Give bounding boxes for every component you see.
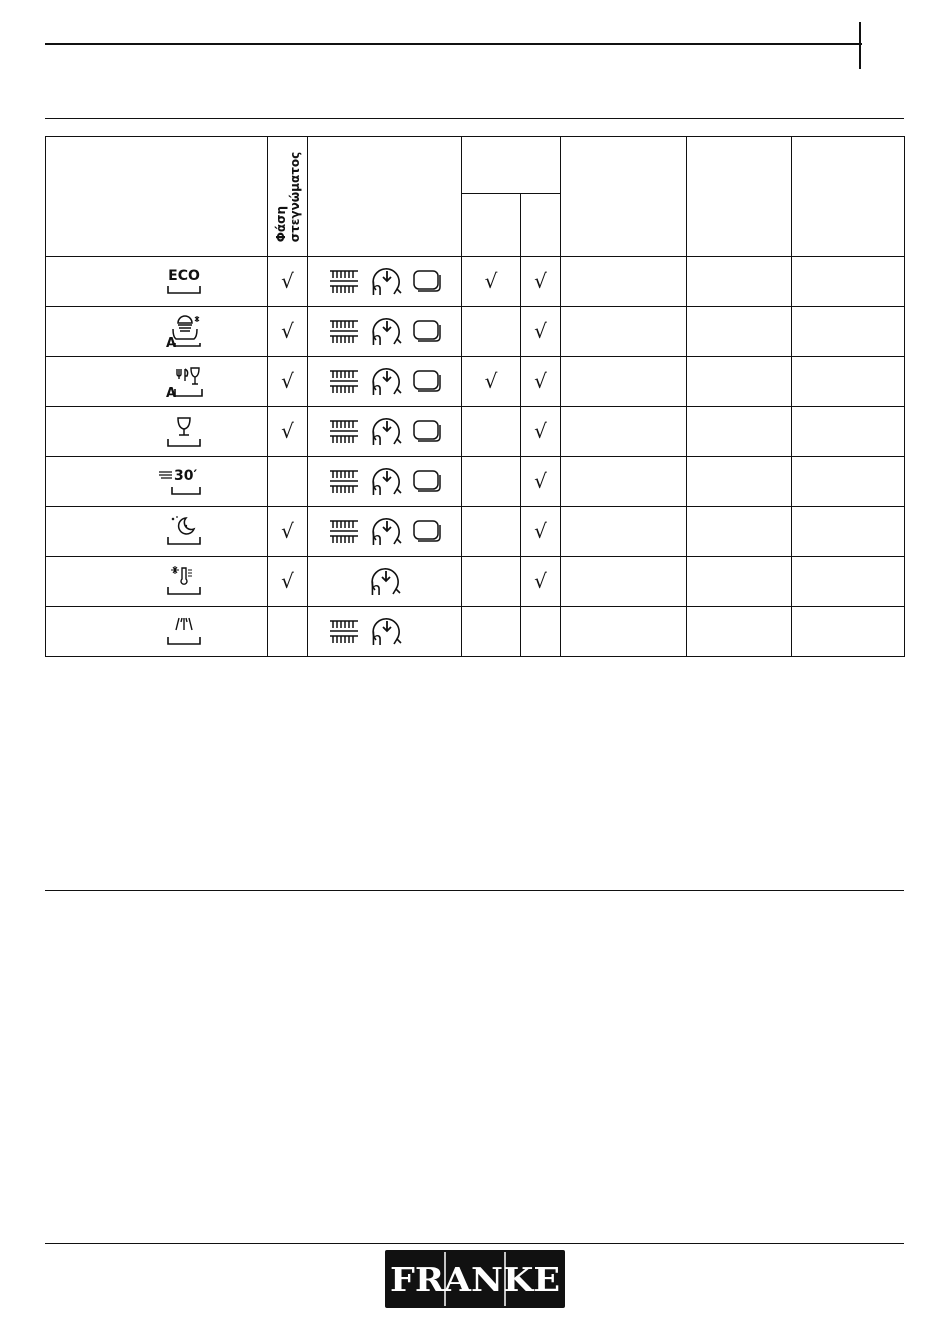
program-cell: [46, 407, 268, 457]
svg-text:h: h: [370, 428, 382, 450]
col-a-cell: [462, 307, 521, 357]
auto-intensive-program-icon: [164, 315, 204, 349]
table-header-row-1: [46, 137, 905, 194]
svg-text:h: h: [369, 578, 381, 600]
svg-text:30′: 30′: [174, 467, 198, 484]
program-cell: [46, 457, 268, 507]
empty-cell: [561, 607, 687, 657]
drying-cell: [268, 457, 308, 507]
empty-cell: [687, 507, 792, 557]
col-a-cell: [462, 407, 521, 457]
empty-cell: [561, 507, 687, 557]
header-side-tick: [859, 22, 861, 69]
checkmark: √: [534, 469, 547, 493]
empty-cell: [561, 357, 687, 407]
header-drying-phase: [268, 137, 308, 257]
empty-cell: [687, 607, 792, 657]
empty-cell: [792, 557, 905, 607]
header-sub-b: [521, 194, 561, 257]
empty-cell: [792, 357, 905, 407]
section-rule-top: [45, 118, 904, 119]
drying-cell: [268, 257, 308, 307]
delay-start-icon: [368, 464, 404, 500]
options-cell: [308, 457, 462, 507]
options-cell: [308, 507, 462, 557]
prewash-program-icon: [164, 615, 204, 649]
delay-start-icon: [368, 514, 404, 550]
table-row: [46, 407, 905, 457]
program-cell: [46, 357, 268, 407]
tablet-icon: [412, 369, 442, 395]
header-options: [308, 137, 462, 257]
empty-cell: [687, 557, 792, 607]
table-row: [46, 507, 905, 557]
empty-cell: [561, 257, 687, 307]
header-group: [462, 137, 561, 194]
drying-cell: [268, 557, 308, 607]
table-row: [46, 457, 905, 507]
svg-text:h: h: [370, 378, 382, 400]
checkmark: √: [281, 519, 294, 543]
empty-cell: [792, 257, 905, 307]
franke-logo-mark: [385, 1250, 565, 1308]
checkmark: √: [281, 369, 294, 393]
options-cell: [308, 607, 462, 657]
empty-cell: [792, 507, 905, 557]
section-rule-middle: [45, 890, 904, 891]
program-cell: [46, 607, 268, 657]
drying-cell: [268, 307, 308, 357]
col-b-cell: [521, 557, 561, 607]
drying-cell: [268, 357, 308, 407]
svg-text:FRANKE: FRANKE: [390, 1260, 560, 1299]
header-col-7: [687, 137, 792, 257]
header-rule: [45, 43, 862, 45]
tablet-icon: [412, 469, 442, 495]
col-a-cell: [462, 257, 521, 307]
col-a-cell: [462, 557, 521, 607]
hygiene-program-icon: [164, 565, 204, 599]
delay-start-icon: [368, 414, 404, 450]
checkmark: √: [534, 319, 547, 343]
drying-cell: [268, 507, 308, 557]
drying-phase-label-line2: στεγνώματος: [288, 151, 302, 242]
empty-cell: [561, 307, 687, 357]
empty-cell: [561, 557, 687, 607]
glass-program-icon: [164, 415, 204, 449]
svg-text:A: A: [166, 385, 177, 399]
tablet-icon: [412, 319, 442, 345]
empty-cell: [687, 257, 792, 307]
empty-cell: [792, 307, 905, 357]
options-cell: [308, 407, 462, 457]
header-sub-a: [462, 194, 521, 257]
empty-cell: [687, 357, 792, 407]
options-cell: [308, 307, 462, 357]
delay-start-icon: [367, 564, 403, 600]
table-row: [46, 357, 905, 407]
col-a-cell: [462, 607, 521, 657]
checkmark: √: [281, 569, 294, 593]
drying-cell: [268, 607, 308, 657]
delay-start-icon: [368, 314, 404, 350]
auto-normal-program-icon: [164, 365, 204, 399]
empty-cell: [561, 457, 687, 507]
empty-cell: [792, 607, 905, 657]
programs-table: [45, 136, 905, 657]
header-col-8: [792, 137, 905, 257]
svg-text:h: h: [370, 478, 382, 500]
col-a-cell: [462, 507, 521, 557]
svg-text:h: h: [371, 628, 383, 650]
checkmark: √: [534, 269, 547, 293]
half-load-icon: [328, 518, 360, 546]
empty-cell: [792, 407, 905, 457]
delay-start-icon: [368, 264, 404, 300]
empty-cell: [687, 407, 792, 457]
program-cell: [46, 557, 268, 607]
half-load-icon: [328, 268, 360, 296]
half-load-icon: [328, 618, 360, 646]
col-b-cell: [521, 407, 561, 457]
tablet-icon: [412, 419, 442, 445]
checkmark: √: [484, 369, 498, 393]
footer-rule: [45, 1243, 904, 1244]
program-cell: [46, 307, 268, 357]
half-load-icon: [328, 318, 360, 346]
table-row: [46, 557, 905, 607]
col-a-cell: [462, 357, 521, 407]
header-col-6: [561, 137, 687, 257]
col-b-cell: [521, 457, 561, 507]
checkmark: √: [534, 369, 547, 393]
col-a-cell: [462, 457, 521, 507]
header-program: [46, 137, 268, 257]
half-load-icon: [328, 368, 360, 396]
delay-start-icon: [368, 364, 404, 400]
half-load-icon: [328, 468, 360, 496]
empty-cell: [687, 457, 792, 507]
empty-cell: [561, 407, 687, 457]
svg-text:h: h: [370, 278, 382, 300]
drying-phase-label-line1: Φάση: [274, 205, 288, 242]
checkmark: √: [281, 419, 294, 443]
checkmark: √: [281, 319, 294, 343]
empty-cell: [687, 307, 792, 357]
svg-text:h: h: [370, 328, 382, 350]
program-cell: [46, 507, 268, 557]
checkmark: √: [484, 269, 498, 293]
col-b-cell: [521, 507, 561, 557]
checkmark: √: [534, 519, 547, 543]
delay-start-icon: [368, 614, 404, 650]
options-cell: [308, 557, 462, 607]
options-cell: [308, 257, 462, 307]
eco-program-icon: [164, 266, 204, 298]
empty-cell: [792, 457, 905, 507]
col-b-cell: [521, 257, 561, 307]
tablet-icon: [412, 269, 442, 295]
table-row: [46, 257, 905, 307]
svg-text:ECO: ECO: [168, 267, 200, 284]
half-load-icon: [328, 418, 360, 446]
options-cell: [308, 357, 462, 407]
program-cell: [46, 257, 268, 307]
tablet-icon: [412, 519, 442, 545]
table-row: [46, 307, 905, 357]
svg-text:h: h: [370, 528, 382, 550]
night-program-icon: [164, 515, 204, 549]
quick-30-program-icon: [158, 465, 204, 499]
checkmark: √: [534, 569, 547, 593]
col-b-cell: [521, 307, 561, 357]
franke-logo: [385, 1250, 565, 1308]
col-b-cell: [521, 607, 561, 657]
drying-cell: [268, 407, 308, 457]
checkmark: √: [281, 269, 294, 293]
svg-text:A: A: [166, 335, 177, 349]
checkmark: √: [534, 419, 547, 443]
table-row: [46, 607, 905, 657]
col-b-cell: [521, 357, 561, 407]
